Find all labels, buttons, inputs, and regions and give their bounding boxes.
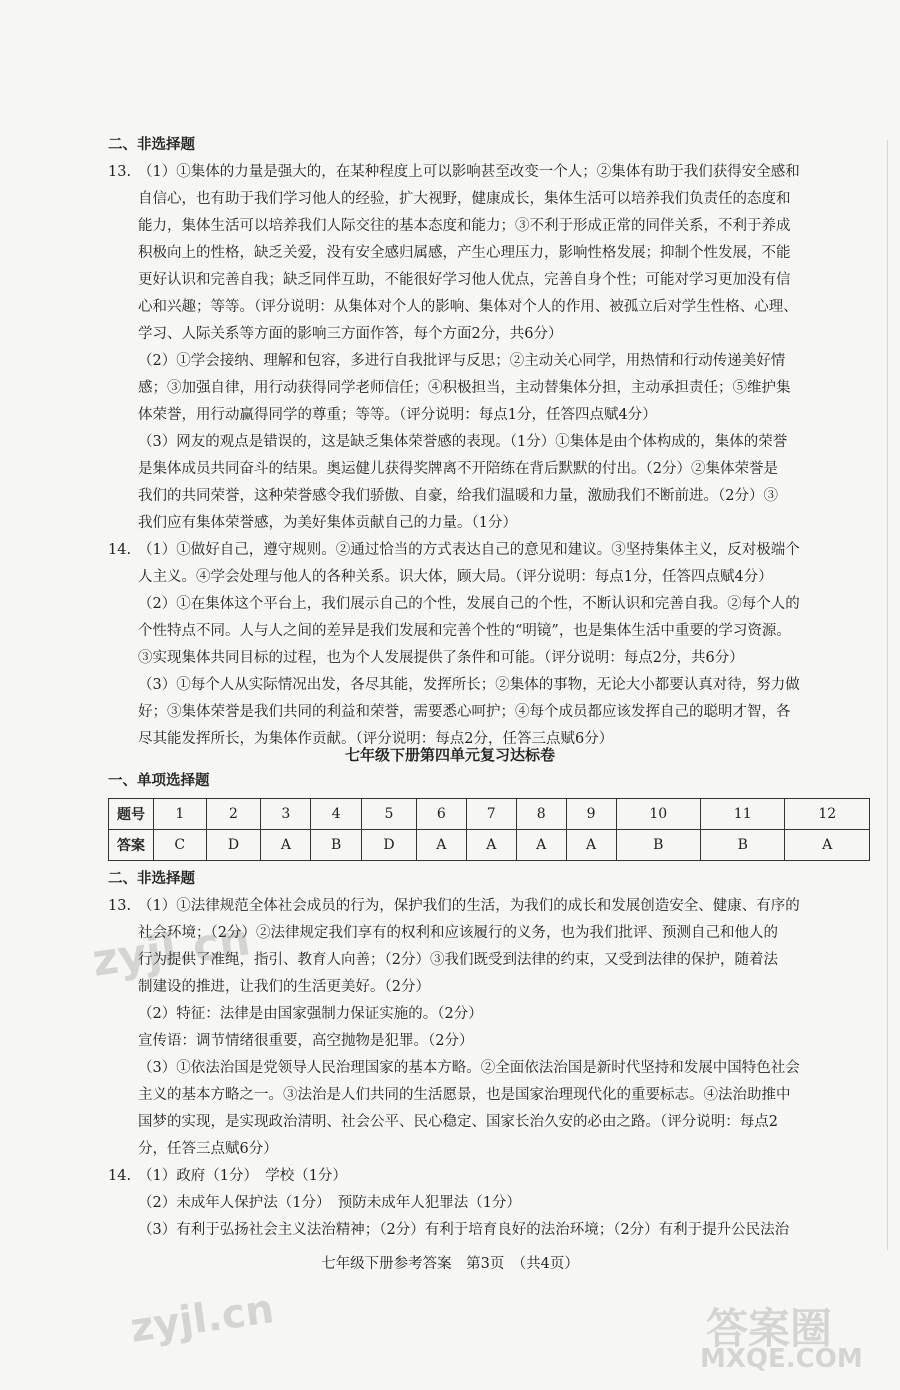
q13-line: 能力，集体生活可以培养我们人际交往的基本态度和能力；③不利于形成正常的同伴关系，不利于养成 [138,218,791,234]
q13-line: 是集体成员共同奋斗的结果。奥运健儿获得奖牌离不开陪练在背后默默的付出。（2分）②集体荣誉是 [138,461,778,477]
page-footer: 七年级下册参考答案 第3页 （共4页） [321,1256,579,1272]
q14-line: 人主义。④学会处理与他人的各种关系。识大体，顾大局。（评分说明：每点1分，任答四点赋4分） [138,569,773,585]
q13-line: 更好认识和完善自我；缺乏同伴互助，不能很好学习他人优点，完善自身个性；可能对学习更加没有信 [138,272,791,288]
table-cell: 5 [362,799,417,830]
q13-line: 自信心，也有助于我们学习他人的经验，扩大视野，健康成长，集体生活可以培养我们负责任的态度和 [138,191,791,207]
mc-heading: 一、单项选择题 [108,773,210,789]
table-cell: B [700,830,784,861]
table-cell: 10 [616,799,700,830]
table-cell: C [154,830,207,861]
q13-number: 13. [108,898,132,914]
watermark-right-top: 答案圈 [706,1304,833,1353]
q13-line: （2）①学会接纳、理解和包容，多进行自我批评与反思；②主动关心同学，用热情和行动传递美好情 [138,353,786,369]
table-cell: A [566,830,616,861]
q13-line: （3）①依法治国是党领导人民治理国家的基本方略。②全面依法治国是新时代坚持和发展中国特色社会 [138,1060,800,1076]
q14-line: （3）有利于弘扬社会主义法治精神；（2分）有利于培育良好的法治环境；（2分）有利于提升公民法治 [138,1222,790,1238]
q13-line: 学习、人际关系等方面的影响三方面作答，每个方面2分，共6分） [138,326,563,342]
table-cell: A [416,830,466,861]
table-row-numbers [109,799,870,830]
q14-line: 尽其能发挥所长，为集体作贡献。（评分说明：每点2分，任答三点赋6分） [138,731,614,747]
q13-line: 我们的共同荣誉，这种荣誉感令我们骄傲、自豪，给我们温暖和力量，激励我们不断前进。（2分）③ [138,488,778,504]
table-cell: D [362,830,417,861]
q13-line: 心和兴趣；等等。（评分说明：从集体对个人的影响、集体对个人的作用、被孤立后对学生性格、心理、 [138,299,798,315]
table-cell: 11 [700,799,784,830]
table-cell: A [516,830,566,861]
q14-line: （3）①每个人从实际情况出发，各尽其能，发挥所长；②集体的事物，无论大小都要认真对待，努力做 [138,677,800,693]
table-cell: 6 [416,799,466,830]
q13-line: 积极向上的性格，缺乏关爱，没有安全感归属感，产生心理压力，影响性格发展；抑制个性发展，不能 [138,245,791,261]
table-cell: 7 [466,799,516,830]
q14-line: （2）①在集体这个平台上，我们展示自己的个性，发展自己的个性，不断认识和完善自我。②每个人的 [138,596,800,612]
q13-line: 主义的基本方略之一。③法治是人们共同的生活愿景，也是国家治理现代化的重要标志。④法治助推中 [138,1087,791,1103]
unit4-q14 [108,1163,878,1244]
table-cell: 3 [261,799,311,830]
answer-table [108,798,870,861]
unit4-title: 七年级下册第四单元复习达标卷 [344,746,555,764]
q13-line: 行为提供了准绳，指引、教育人向善；（2分）③我们既受到法律的约束，又受到法律的保护，随着法 [138,952,778,968]
q13-line: 宣传语：调节情绪很重要，高空抛物是犯罪。（2分） [138,1033,474,1049]
section1-q13 [108,159,878,537]
table-cell: 4 [311,799,362,830]
table-cell: B [616,830,700,861]
q14-line: 个性特点不同。人与人之间的差异是我们发展和完善个性的“明镜”，也是集体生活中重要的学习资源。 [138,623,791,639]
table-cell: B [311,830,362,861]
q13-line: （3）网友的观点是错误的，这是缺乏集体荣誉感的表现。（1分）①集体是由个体构成的，集体的荣誉 [138,434,788,450]
q14-line: （1）政府（1分） 学校（1分） [138,1168,347,1184]
q13-line: 体荣誉，用行动赢得同学的尊重；等等。（评分说明：每点1分，任答四点赋4分） [138,407,657,423]
section1 [108,132,878,753]
q14-line: （1）①做好自己，遵守规则。②通过恰当的方式表达自己的意见和建议。③坚持集体主义，反对极端个 [138,542,800,558]
unit4-section2 [108,866,878,1244]
table-cell: A [261,830,311,861]
section1-heading: 二、非选择题 [108,137,195,153]
table-label-answer: 答案 [109,830,154,861]
q14-line: 好；③集体荣誉是我们共同的利益和荣誉，需要悉心呵护；④每个成员都应该发挥自己的聪明才智，各 [138,704,791,720]
watermark-left: zyjl.cn [89,914,254,987]
table-cell: 8 [516,799,566,830]
q13-line: 制建设的推进，让我们的生活更美好。（2分） [138,979,430,995]
table-cell: A [466,830,516,861]
table-cell: 9 [566,799,616,830]
q13-line: 分，任答三点赋6分） [138,1141,278,1157]
q13-line: 国梦的实现，是实现政治清明、社会公平、民心稳定、国家长治久安的必由之路。（评分说明：每点2 [138,1114,778,1130]
table-label-number: 题号 [109,799,154,830]
q13-line: 社会环境；（2分）②法律规定我们享有的权利和应该履行的义务，也为我们批评、预测自己和他人的 [138,925,778,941]
table-cell: 12 [785,799,870,830]
section2-heading: 二、非选择题 [108,871,195,887]
page-edge-line [887,140,888,1250]
q13-line: （2）特征：法律是由国家强制力保证实施的。（2分） [138,1006,483,1022]
watermark-right-bottom: MXQE.COM [700,1344,863,1374]
table-cell: 1 [154,799,207,830]
q14-line: ③实现集体共同目标的过程，也为个人发展提供了条件和可能。（评分说明：每点2分，共6分） [138,650,744,666]
table-cell: 2 [206,799,261,830]
q13-line: （1）①法律规范全体社会成员的行为，保护我们的生活，为我们的成长和发展创造安全、健康、有序的 [138,898,800,914]
unit4-q13 [108,893,878,1163]
q13-line: 感；③加强自律，用行动获得同学老师信任；④积极担当，主动替集体分担，主动承担责任；⑤维护集 [138,380,791,396]
table-cell: A [785,830,870,861]
q14-line: （2）未成年人保护法（1分） 预防未成年人犯罪法（1分） [138,1195,521,1211]
q14-number: 14. [108,542,132,558]
watermark-left-bottom: zyjl.cn [127,1286,277,1352]
q13-line: 我们应有集体荣誉感，为美好集体贡献自己的力量。（1分） [138,515,517,531]
section1-q14 [108,537,878,753]
table-row-answers [109,830,870,861]
q13-line: （1）①集体的力量是强大的，在某种程度上可以影响甚至改变一个人；②集体有助于我们获得安全感和 [138,164,800,180]
q14-number: 14. [108,1168,132,1184]
table-cell: D [206,830,261,861]
q13-number: 13. [108,164,132,180]
